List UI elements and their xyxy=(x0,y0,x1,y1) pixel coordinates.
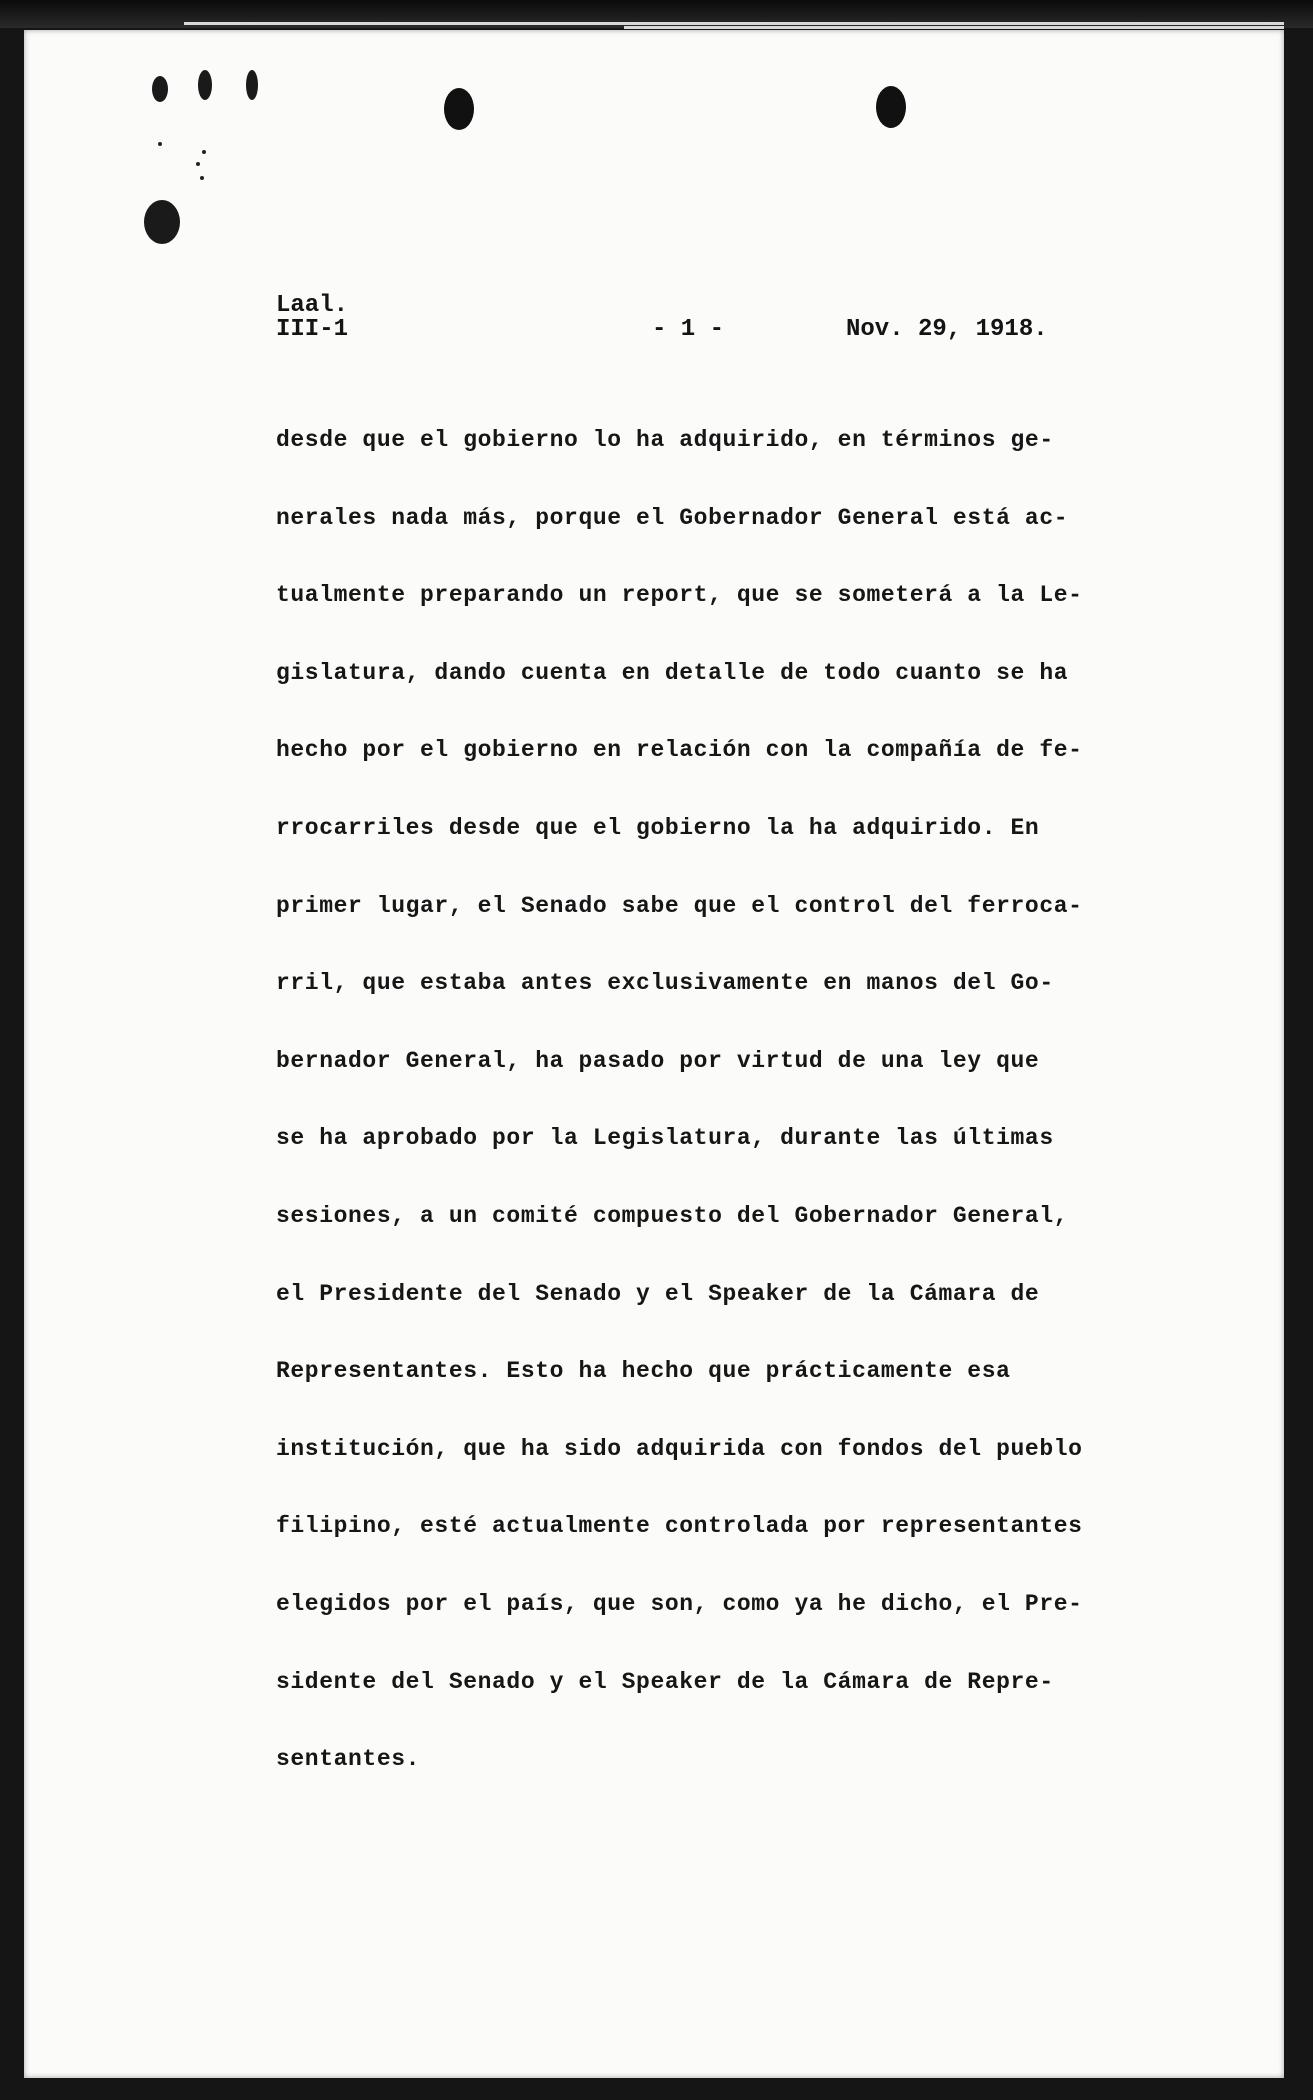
text-line: hecho por el gobierno en relación con la compañía de fe- xyxy=(276,737,1083,764)
speck xyxy=(202,150,206,154)
speck xyxy=(158,142,162,146)
punch-hole xyxy=(876,86,906,128)
text-line: institución, que ha sido adquirida con fondos del pueblo xyxy=(276,1435,1083,1462)
text-line: desde que el gobierno lo ha adquirido, en términos ge- xyxy=(276,427,1054,453)
ink-smudge xyxy=(246,70,258,100)
text-line: primer lugar, el Senado sabe que el control del ferroca- xyxy=(276,892,1083,919)
reference-line-1: Laal. xyxy=(276,292,349,319)
text-line: filipino, esté actualmente controlada por representantes xyxy=(276,1513,1083,1540)
document-body xyxy=(276,425,1156,1822)
stacked-page-edge xyxy=(184,22,1284,25)
ink-smudge xyxy=(198,70,212,100)
text-line: sentantes. xyxy=(276,1746,421,1773)
text-line: sesiones, a un comité compuesto del Gobernador General, xyxy=(276,1202,1069,1229)
text-line: elegidos por el país, que son, como ya he dicho, el Pre- xyxy=(276,1590,1083,1617)
speck xyxy=(200,176,204,180)
reference-line-2: III-1 xyxy=(276,316,349,343)
text-line: se ha aprobado por la Legislatura, durante las últimas xyxy=(276,1125,1054,1152)
text-line: rril, que estaba antes exclusivamente en manos del Go- xyxy=(276,970,1054,997)
stacked-page-edge xyxy=(624,26,1284,29)
text-line: Representantes. Esto ha hecho que prácticamente esa xyxy=(276,1358,1011,1385)
text-line: rrocarriles desde que el gobierno la ha adquirido. En xyxy=(276,814,1040,841)
text-line: bernador General, ha pasado por virtud de una ley que xyxy=(276,1047,1040,1074)
text-line: nerales nada más, porque el Gobernador General está ac- xyxy=(276,504,1069,531)
ink-smudge xyxy=(152,76,168,102)
page-number: - 1 - xyxy=(652,316,725,343)
ink-smudge xyxy=(144,200,180,244)
speck xyxy=(196,162,200,166)
document-date: Nov. 29, 1918. xyxy=(846,316,1048,343)
text-line: gislatura, dando cuenta en detalle de todo cuanto se ha xyxy=(276,659,1069,686)
punch-hole xyxy=(444,88,474,130)
text-line: sidente del Senado y el Speaker de la Cámara de Repre- xyxy=(276,1668,1054,1695)
text-line: tualmente preparando un report, que se someterá a la Le- xyxy=(276,582,1083,609)
reference-code xyxy=(276,294,348,342)
text-line: el Presidente del Senado y el Speaker de la Cámara de xyxy=(276,1280,1040,1307)
